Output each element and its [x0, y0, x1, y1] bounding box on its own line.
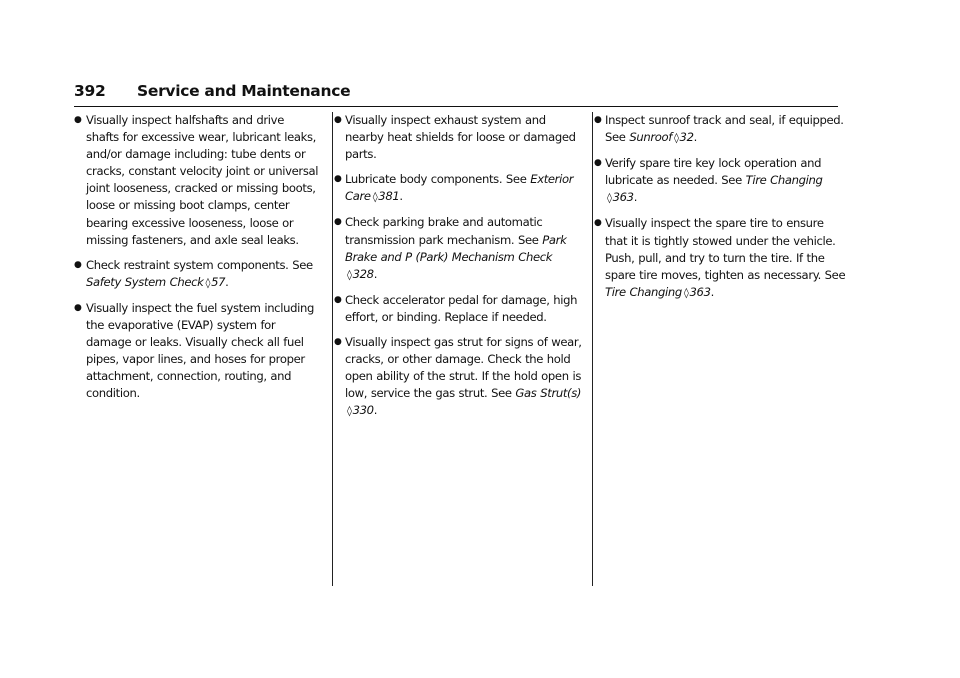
bullet-icon: ● — [74, 259, 82, 270]
list-item — [334, 334, 584, 420]
list-item — [594, 112, 846, 147]
cross-reference-link[interactable]: Exterior Care — [345, 172, 574, 204]
item-tail: . — [373, 266, 378, 281]
item-tail: . — [710, 284, 714, 299]
item-text: Check accelerator pedal for damage, high effort, or binding. Replace if needed. — [345, 292, 578, 324]
page-reference-number[interactable]: 32 — [679, 130, 694, 145]
item-tail: . — [633, 190, 638, 205]
item-tail: . — [373, 403, 378, 418]
bullet-list — [74, 112, 320, 403]
bullet-icon: ● — [334, 217, 342, 228]
item-tail: . — [399, 189, 403, 204]
list-item — [334, 171, 584, 206]
cross-reference-link[interactable]: Gas Strut(s) — [515, 386, 582, 401]
bullet-icon: ● — [74, 302, 82, 313]
list-item — [334, 292, 584, 326]
item-text: Visually inspect exhaust system and nearby heat shields for loose or damaged parts. — [345, 113, 576, 162]
item-text: Visually inspect the spare tire to ensure that it is tightly stowed under the vehicle. Push, pull, and try to turn the tire. If the spare tire moves, tighten as necessary. See — [605, 216, 846, 282]
cross-reference-link[interactable]: Tire Changing — [745, 173, 823, 188]
page-reference-icon: ◊ — [347, 269, 352, 281]
item-text: Visually inspect gas strut for signs of wear, cracks, or other damage. Check the hold open ability of the strut. If the hold open is low, service the gas strut. See — [345, 335, 582, 401]
column-divider — [332, 112, 333, 586]
item-text: Check restraint system components. See — [86, 257, 313, 272]
cross-reference-link[interactable]: Sunroof — [629, 130, 672, 145]
item-text: Lubricate body components. See — [345, 172, 531, 187]
bullet-icon: ● — [594, 158, 602, 169]
list-item — [74, 112, 320, 249]
column-1 — [74, 112, 320, 411]
bullet-icon: ● — [334, 115, 342, 125]
page-reference-number[interactable]: 381 — [378, 189, 400, 204]
cross-reference-link[interactable]: Park Brake and P (Park) Mechanism Check — [345, 232, 567, 264]
page-reference-number[interactable]: 57 — [211, 274, 226, 289]
item-text: Visually inspect the fuel system including the evaporative (EVAP) system for damage or leaks. Visually check all fuel pipes, vapor lines, and hoses for proper attachment, connection, routing, and condition. — [86, 300, 314, 401]
column-divider — [592, 112, 593, 586]
page-reference-number[interactable]: 328 — [352, 266, 374, 281]
list-item — [334, 112, 584, 163]
list-item — [594, 155, 846, 207]
cross-reference-link[interactable]: Tire Changing — [605, 284, 682, 299]
page-reference-number[interactable]: 363 — [689, 284, 711, 299]
item-tail: . — [225, 274, 229, 289]
list-item — [594, 215, 846, 301]
bullet-list — [594, 112, 846, 302]
column-3 — [594, 112, 846, 310]
page-reference-icon: ◊ — [205, 277, 211, 289]
item-tail: . — [693, 130, 697, 145]
item-text: Check parking brake and automatic transmission park mechanism. See — [345, 215, 543, 247]
list-item — [74, 257, 320, 292]
page-reference-icon: ◊ — [607, 193, 612, 205]
bullet-icon: ● — [594, 218, 602, 229]
bullet-icon: ● — [334, 294, 342, 305]
list-item — [74, 300, 320, 403]
bullet-icon: ● — [334, 174, 342, 185]
item-text: Visually inspect halfshafts and drive shafts for excessive wear, lubricant leaks, and/or damage including: tube dents or cracks, constant velocity joint or universal joint looseness, cracked or missing boots, loose or missing boot clamps, center bearing excessive looseness, loose or missing fasteners, and axle seal leaks. — [86, 113, 319, 247]
page-reference-number[interactable]: 363 — [612, 190, 634, 205]
page-reference-icon: ◊ — [683, 287, 689, 299]
bullet-list — [334, 112, 584, 421]
item-text: Inspect sunroof track and seal, if equipped. See — [605, 113, 844, 145]
page-reference-icon: ◊ — [372, 192, 378, 204]
page-number: 392 — [74, 82, 106, 100]
column-2 — [334, 112, 584, 429]
bullet-icon: ● — [334, 337, 342, 348]
item-text: Verify spare tire key lock operation and lubricate as needed. See — [605, 156, 822, 188]
bullet-icon: ● — [74, 115, 82, 125]
list-item — [334, 214, 584, 283]
page-reference-number[interactable]: 330 — [352, 403, 374, 418]
page-reference-icon: ◊ — [347, 406, 352, 418]
page-reference-icon: ◊ — [673, 133, 679, 145]
page-header — [74, 82, 838, 107]
bullet-icon: ● — [594, 115, 602, 125]
section-title: Service and Maintenance — [137, 82, 351, 100]
cross-reference-link[interactable]: Safety System Check — [86, 274, 204, 289]
